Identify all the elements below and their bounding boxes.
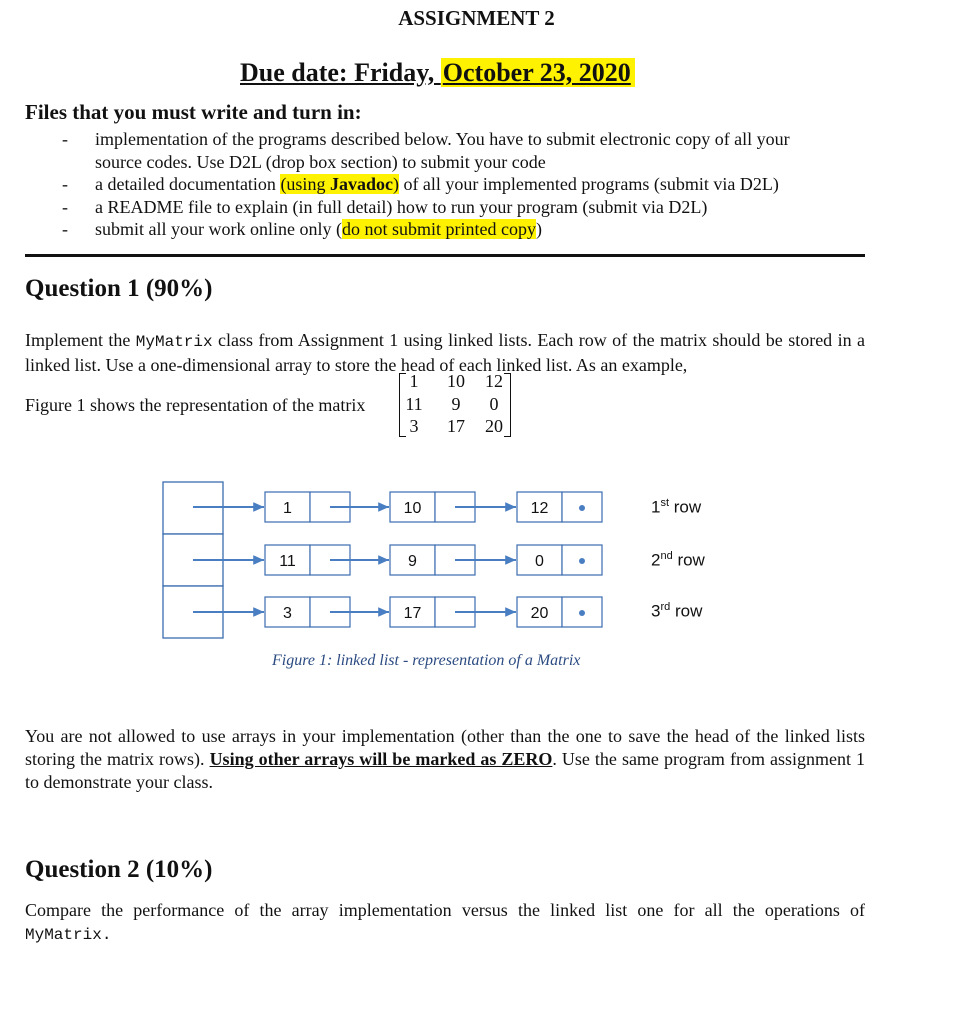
row-label-sup: st: [660, 497, 670, 509]
matrix-cell: 20: [485, 416, 503, 436]
javadoc-highlight: [280, 174, 399, 194]
matrix-cell: 17: [447, 416, 465, 436]
matrix-cell: 9: [451, 394, 461, 414]
bullet-text-part: ): [535, 219, 542, 240]
bullet-item: [0, 196, 953, 219]
row-label-num: 1: [651, 497, 661, 517]
row-label-num: 2: [651, 550, 661, 570]
matrix-display: [399, 373, 511, 437]
bullet-item: [0, 128, 953, 151]
node-value: 1: [283, 500, 292, 517]
bullet-dash: -: [62, 174, 68, 195]
bullet-text-part: of all your implemented programs (submit via D2L): [398, 174, 779, 195]
row-label-3: [651, 601, 702, 622]
matrix-cell: 10: [447, 371, 465, 391]
question-1-heading: Question 1 (90%): [25, 275, 213, 302]
null-pointer-dot: [579, 558, 585, 564]
due-date-prefix: Due date: Friday,: [240, 58, 441, 87]
figure-caption: Figure 1: linked list - representation of a Matrix: [272, 652, 581, 669]
row-label-word: row: [669, 497, 702, 517]
highlight-part: ): [392, 174, 399, 195]
row-label-word: row: [672, 550, 705, 570]
bullet-dash: -: [62, 129, 68, 149]
paragraph-text: . Use the same program from assignment 1 to demonstrate your class.: [25, 749, 865, 792]
matrix-cell: 1: [409, 371, 419, 391]
node-value: 10: [403, 500, 422, 517]
printed-copy-highlight: do not submit printed copy: [341, 219, 536, 240]
null-pointer-dot: [579, 505, 585, 511]
highlight-part: (using: [280, 174, 330, 195]
due-date-line: [240, 58, 635, 88]
linked-list-figure: [0, 470, 953, 645]
bullet-text: [95, 218, 542, 240]
class-name-code: MyMatrix: [135, 333, 213, 351]
paragraph-text: class from Assignment 1 using linked lists. Each row of the matrix should be stored in a linked list. Use a one-dimensional array to store the head of each linked list. As an example,: [25, 330, 865, 375]
bullet-text: a README file to explain (in full detail) how to run your program (submit via D2L): [95, 196, 708, 217]
assignment-title: ASSIGNMENT 2: [398, 6, 555, 30]
linked-list-rows: [193, 492, 602, 627]
paragraph-text: You are not allowed to use arrays in your implementation (other than the one to save the head of the linked lists storing the matrix rows).: [25, 726, 865, 769]
section-divider: [25, 254, 865, 257]
node-value: 11: [279, 553, 296, 570]
node-value: 17: [403, 605, 422, 622]
class-name-code: MyMatrix.: [25, 926, 112, 944]
paragraph-text: Implement the: [25, 330, 136, 350]
files-bullet-list: [0, 128, 953, 241]
bullet-text: source codes. Use D2L (drop box section) to submit your code: [95, 151, 546, 172]
question-2-paragraph: [25, 899, 865, 947]
bullet-text-part: submit all your work online only (: [95, 219, 342, 240]
bullet-item: [0, 218, 953, 241]
node-value: 3: [283, 605, 292, 622]
node-value: 0: [535, 553, 544, 570]
bullet-item-continued: [0, 151, 953, 174]
bullet-dash: -: [62, 196, 68, 217]
row-label-2: [651, 550, 705, 571]
due-date-highlight: October 23, 2020: [441, 58, 635, 87]
paragraph-text: Compare the performance of the array implementation versus the linked list one for all the operations of: [25, 900, 865, 920]
javadoc-bold: Javadoc: [329, 174, 393, 195]
node-value: 20: [530, 605, 549, 622]
bullet-dash: -: [62, 219, 68, 240]
row-label-sup: nd: [660, 550, 673, 562]
figure-reference-text: Figure 1 shows the representation of the matrix: [25, 395, 366, 415]
question-1-paragraph: [25, 329, 865, 377]
row-label-num: 3: [651, 601, 661, 621]
matrix-cell: 0: [489, 394, 499, 414]
row-label-1: [651, 497, 701, 518]
null-pointer-dot: [579, 610, 585, 616]
bullet-item: [0, 173, 953, 196]
row-label-word: row: [670, 601, 703, 621]
zero-warning: Using other arrays will be marked as ZERO: [209, 749, 553, 769]
matrix-cell: 11: [405, 394, 423, 414]
question-2-heading: Question 2 (10%): [25, 856, 213, 883]
node-value: 12: [530, 500, 549, 517]
matrix-cell: 3: [409, 416, 419, 436]
matrix-cell: 12: [485, 371, 503, 391]
row-label-sup: rd: [660, 601, 671, 613]
bullet-text: implementation of the programs described below. You have to submit electronic copy of all your: [95, 129, 790, 149]
question-1-restrictions: [25, 725, 865, 794]
node-value: 9: [408, 553, 417, 570]
bullet-text: [95, 173, 779, 195]
files-heading: Files that you must write and turn in:: [25, 100, 362, 124]
bullet-text-part: a detailed documentation: [95, 174, 281, 195]
